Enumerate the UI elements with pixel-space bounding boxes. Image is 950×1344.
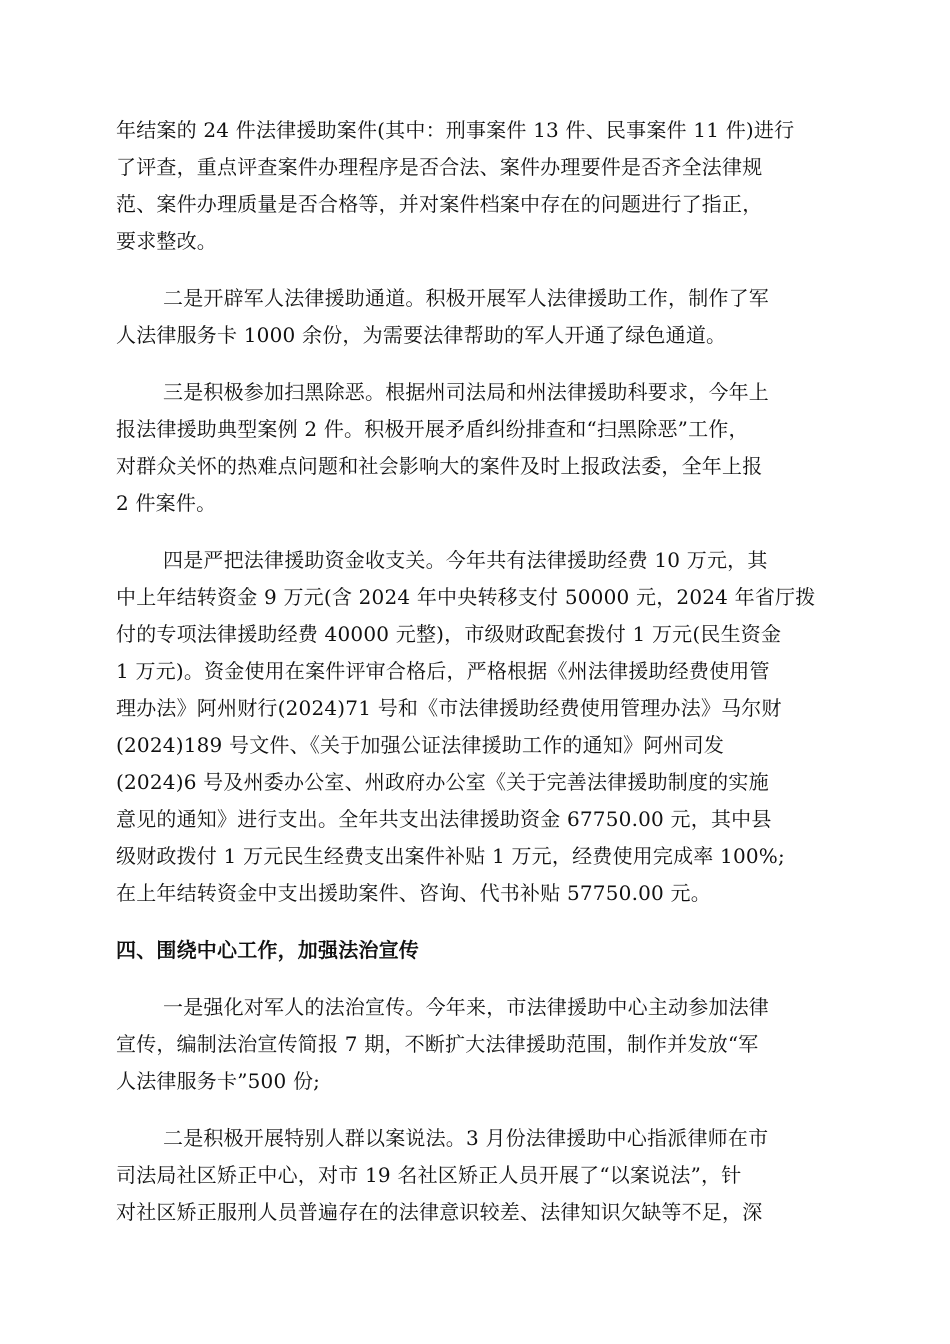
text-line: 中上年结转资金 9 万元(含 2024 年中央转移支付 50000 元，2024 年省厅拨 (116, 585, 816, 609)
text-line: (2024)189 号文件、《关于加强公证法律援助工作的通知》阿州司发 (116, 733, 725, 757)
text-line: 报法律援助典型案例 2 件。积极开展矛盾纠纷排查和“扫黑除恶”工作， (116, 417, 749, 441)
paragraph-funds (116, 542, 832, 912)
text-line: 四是严把法律援助资金收支关。今年共有法律援助经费 10 万元，其 (163, 548, 768, 572)
text-line: 对社区矫正服刑人员普遍存在的法律意识较差、法律知识欠缺等不足，深 (116, 1200, 763, 1224)
text-line: 人法律服务卡 1000 余份，为需要法律帮助的军人开通了绿色通道。 (116, 323, 727, 347)
text-line: 在上年结转资金中支出援助案件、咨询、代书补贴 57750.00 元。 (116, 881, 711, 905)
text-line: 了评查，重点评查案件办理程序是否合法、案件办理要件是否齐全法律规 (116, 155, 763, 179)
paragraph-gap (116, 912, 832, 932)
paragraph-gap (116, 260, 832, 280)
text-line: 宣传，编制法治宣传简报 7 期，不断扩大法律援助范围，制作并发放“军 (116, 1032, 759, 1056)
paragraph-case-review (116, 112, 832, 260)
text-line: (2024)6 号及州委办公室、州政府办公室《关于完善法律援助制度的实施 (116, 770, 769, 794)
paragraph-case-education (116, 1120, 832, 1231)
text-line: 三是积极参加扫黑除恶。根据州司法局和州法律援助科要求，今年上 (163, 380, 769, 404)
paragraph-anti-crime (116, 374, 832, 522)
text-line: 年结案的 24 件法律援助案件(其中：刑事案件 13 件、民事案件 11 件)进行 (116, 118, 795, 142)
text-line: 理办法》阿州财行(2024)71 号和《市法律援助经费使用管理办法》马尔财 (116, 696, 782, 720)
section-heading: 四、围绕中心工作，加强法治宣传 (116, 938, 419, 962)
paragraph-military-publicity (116, 989, 832, 1100)
text-line: 要求整改。 (116, 229, 217, 253)
paragraph-gap (116, 354, 832, 374)
text-line: 司法局社区矫正中心，对市 19 名社区矫正人员开展了“以案说法”，针 (116, 1163, 742, 1187)
text-line: 范、案件办理质量是否合格等，并对案件档案中存在的问题进行了指正， (116, 192, 763, 216)
paragraph-military-aid (116, 280, 832, 354)
paragraph-gap (116, 522, 832, 542)
text-line: 人法律服务卡”500 份; (116, 1069, 321, 1093)
paragraph-gap (116, 1100, 832, 1120)
text-line: 意见的通知》进行支出。全年共支出法律援助资金 67750.00 元，其中县 (116, 807, 772, 831)
document-body (116, 112, 832, 1231)
text-line: 1 万元)。资金使用在案件评审合格后，严格根据《州法律援助经费使用管 (116, 659, 770, 683)
text-line: 对群众关怀的热难点问题和社会影响大的案件及时上报政法委，全年上报 (116, 454, 763, 478)
text-line: 一是强化对军人的法治宣传。今年来，市法律援助中心主动参加法律 (163, 995, 769, 1019)
text-line: 2 件案件。 (116, 491, 217, 515)
text-line: 付的专项法律援助经费 40000 元整)，市级财政配套拨付 1 万元(民生资金 (116, 622, 782, 646)
text-line: 二是开辟军人法律援助通道。积极开展军人法律援助工作，制作了军 (163, 286, 769, 310)
paragraph-gap (116, 969, 832, 989)
text-line: 级财政拨付 1 万元民生经费支出案件补贴 1 万元，经费使用完成率 100%; (116, 844, 785, 868)
text-line: 二是积极开展特别人群以案说法。3 月份法律援助中心指派律师在市 (163, 1126, 769, 1150)
